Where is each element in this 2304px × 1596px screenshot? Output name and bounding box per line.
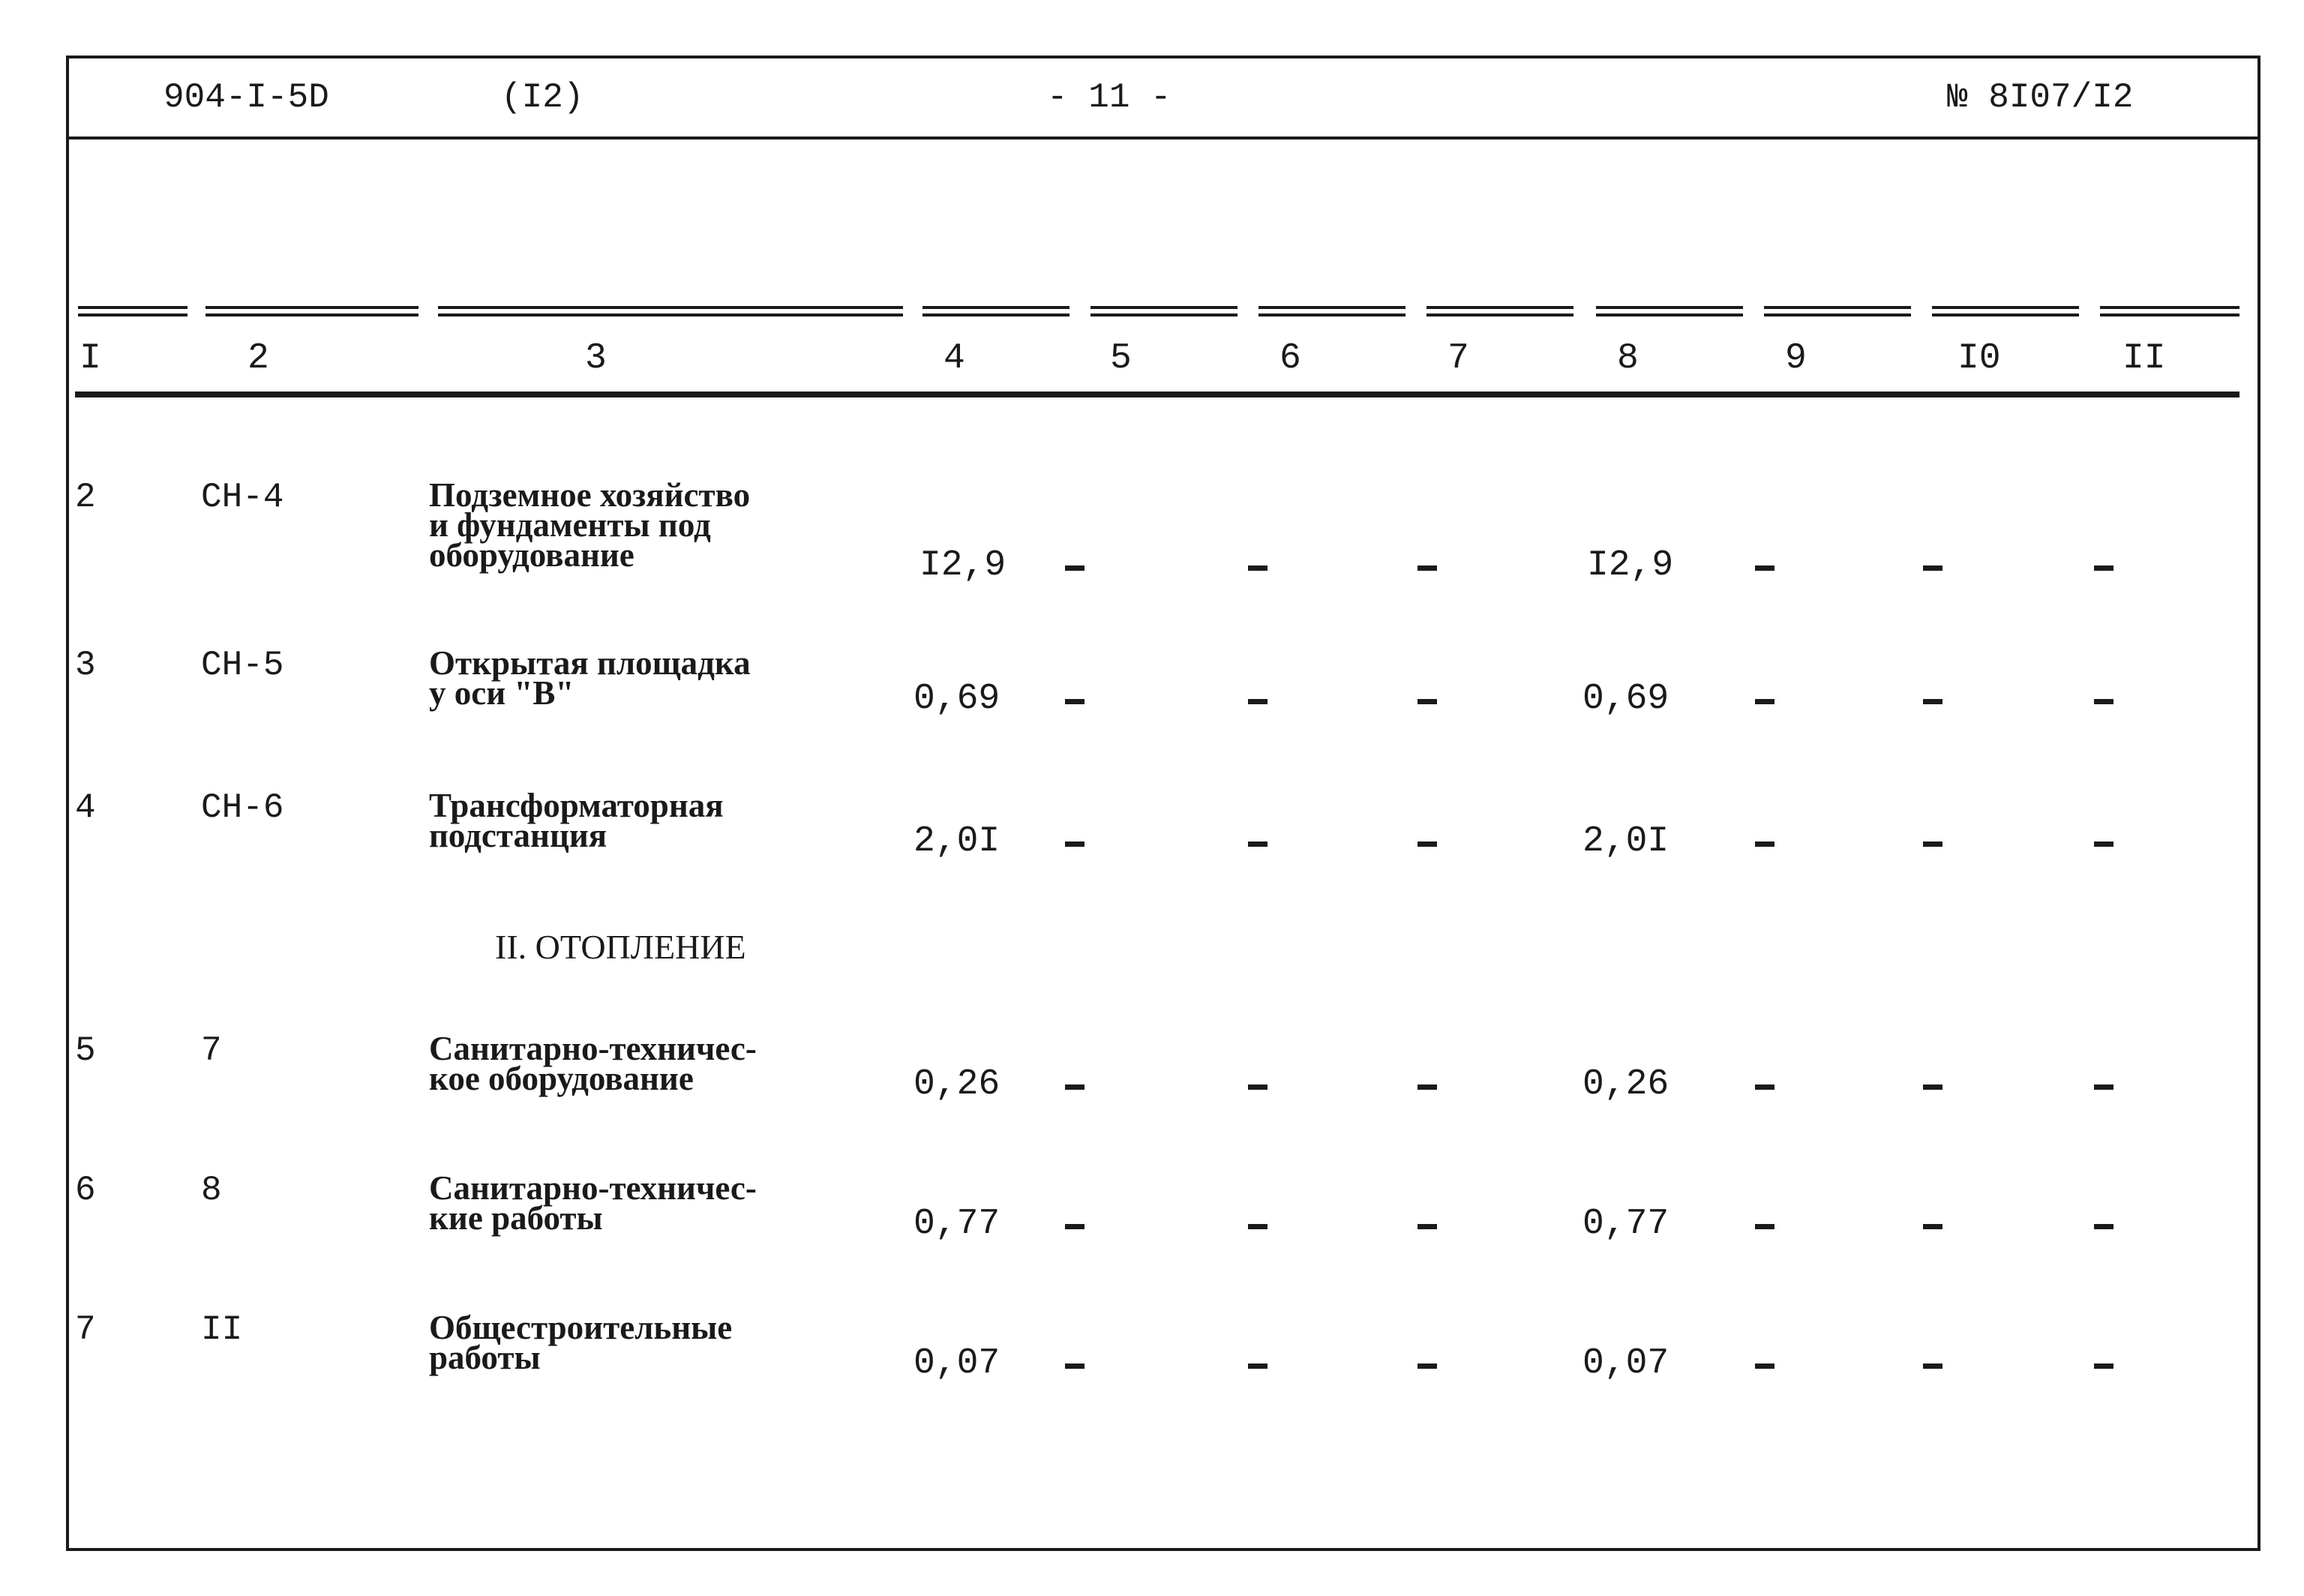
dash <box>1248 699 1268 704</box>
row-code: СН-6 <box>201 788 284 827</box>
dash <box>1923 1084 1942 1090</box>
dash <box>2094 699 2114 704</box>
dash <box>1248 842 1268 847</box>
dash <box>1065 566 1084 571</box>
dash <box>2094 566 2114 571</box>
column-number: 2 <box>248 338 269 379</box>
value-col8: 2,0I <box>1582 821 1670 862</box>
row-code: 8 <box>201 1171 222 1210</box>
row-number: 5 <box>75 1031 96 1070</box>
value-col8: 0,26 <box>1582 1064 1670 1105</box>
dash <box>1418 1084 1437 1090</box>
page-frame <box>66 56 2260 1551</box>
dash <box>2094 1364 2114 1369</box>
dash <box>1248 1084 1268 1090</box>
dash <box>1248 1364 1268 1369</box>
dash <box>1418 1224 1437 1229</box>
double-rule <box>1090 306 1238 316</box>
section-title: II. ОТОПЛЕНИЕ <box>495 928 746 966</box>
dash <box>1418 842 1437 847</box>
doc-number: № 8I07/I2 <box>1947 78 2134 117</box>
dash <box>2094 1084 2114 1090</box>
double-rule <box>438 306 903 316</box>
dash <box>1755 842 1774 847</box>
value-col8: 0,69 <box>1582 679 1670 719</box>
row-code: СН-4 <box>201 478 284 517</box>
value-col4: 0,77 <box>914 1204 1000 1244</box>
column-number: 5 <box>1110 338 1132 379</box>
value-col4: 2,0I <box>914 821 1000 862</box>
column-number: I <box>80 338 101 379</box>
dash <box>1065 1084 1084 1090</box>
dash <box>2094 1224 2114 1229</box>
row-number: 4 <box>75 788 96 827</box>
row-code: СН-5 <box>201 646 284 685</box>
dash <box>1065 1364 1084 1369</box>
dash <box>1065 699 1084 704</box>
column-number: 9 <box>1785 338 1807 379</box>
column-number: 6 <box>1280 338 1301 379</box>
double-rule <box>1932 306 2079 316</box>
dash <box>1755 699 1774 704</box>
row-name: Общестроительные работы <box>429 1309 733 1376</box>
dash <box>1923 699 1942 704</box>
double-rule <box>1596 306 1743 316</box>
row-name: Санитарно-техничес- кое оборудование <box>429 1030 757 1097</box>
row-code: II <box>201 1310 243 1349</box>
double-rule <box>2100 306 2240 316</box>
column-number: I0 <box>1958 338 2001 379</box>
row-number: 2 <box>75 478 96 517</box>
dash <box>1923 842 1942 847</box>
row-number: 7 <box>75 1310 96 1349</box>
doc-code: 904-I-5D <box>164 78 329 117</box>
dash <box>1755 1364 1774 1369</box>
dash <box>1755 566 1774 571</box>
value-col4: 0,07 <box>914 1343 1000 1384</box>
value-col4: 0,69 <box>914 679 1000 719</box>
dash <box>1065 1224 1084 1229</box>
dash <box>1923 566 1942 571</box>
column-number: 8 <box>1617 338 1639 379</box>
value-col8: 0,07 <box>1582 1343 1670 1384</box>
dash <box>1418 566 1437 571</box>
row-name: Трансформаторная подстанция <box>429 787 724 854</box>
dash <box>1248 1224 1268 1229</box>
double-rule <box>1426 306 1574 316</box>
row-name: Санитарно-техничес- кие работы <box>429 1169 757 1237</box>
page-number: - 11 - <box>1047 78 1172 117</box>
value-col4: 0,26 <box>914 1064 1000 1105</box>
column-number: 3 <box>585 338 607 379</box>
column-number: 7 <box>1448 338 1469 379</box>
dash <box>1248 566 1268 571</box>
double-rule <box>1258 306 1406 316</box>
row-number: 3 <box>75 646 96 685</box>
double-rule <box>922 306 1070 316</box>
row-number: 6 <box>75 1171 96 1210</box>
dash <box>1755 1084 1774 1090</box>
double-rule <box>206 306 418 316</box>
header-rule <box>75 392 2240 398</box>
dash <box>1923 1364 1942 1369</box>
value-col4: I2,9 <box>920 545 1006 586</box>
dash <box>1418 1364 1437 1369</box>
dash <box>1755 1224 1774 1229</box>
row-code: 7 <box>201 1031 222 1070</box>
value-col8: 0,77 <box>1582 1204 1670 1244</box>
dash <box>1923 1224 1942 1229</box>
double-rule <box>1764 306 1911 316</box>
row-name: Открытая площадка у оси "В" <box>429 644 751 712</box>
dash <box>2094 842 2114 847</box>
column-number: II <box>2122 338 2166 379</box>
dash <box>1065 842 1084 847</box>
dash <box>1418 699 1437 704</box>
doc-part: (I2) <box>501 78 584 117</box>
header-divider <box>66 136 2260 140</box>
value-col8: I2,9 <box>1587 545 1674 586</box>
row-name: Подземное хозяйство и фундаменты под оборудование <box>429 476 751 574</box>
double-rule <box>78 306 188 316</box>
column-number: 4 <box>944 338 965 379</box>
